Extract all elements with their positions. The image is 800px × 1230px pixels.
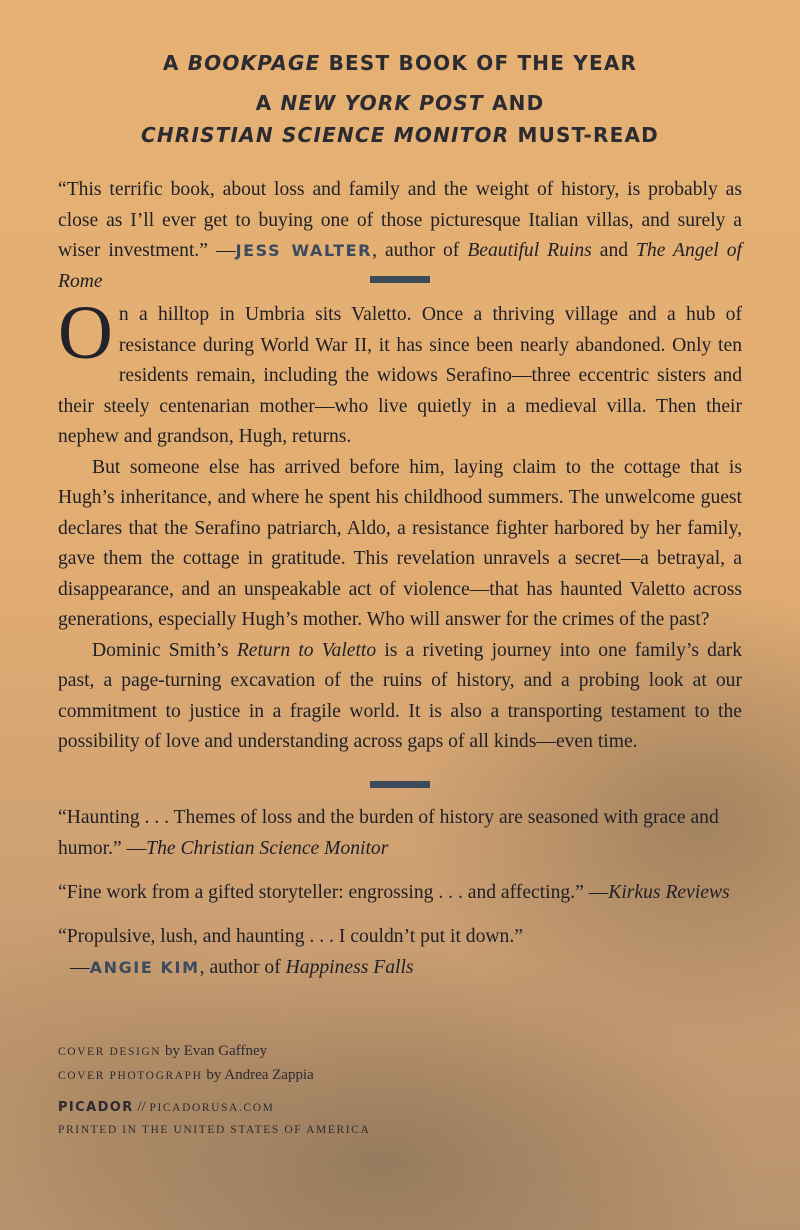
- description-paragraph-3: Dominic Smith’s Return to Valetto is a riveting journey into one family’s dark past, a page-turning excavation of the ruins of history, and a probing look at our commitment to justice in a fragile world. It is also a transporting testament to the possibility of love and understanding across gaps of all kinds—even time.: [58, 639, 742, 752]
- award-heading-1: A BOOKPAGE BEST BOOK OF THE YEAR: [162, 51, 638, 75]
- section-divider-2: [370, 781, 430, 788]
- review-author-name: ANGIE KIM: [89, 957, 200, 977]
- review-1: “Haunting . . . Themes of loss and the burden of history are seasoned with grace and humor.” —The Christian Science Monitor: [58, 807, 719, 859]
- award-heading-3: CHRISTIAN SCIENCE MONITOR MUST-READ: [141, 123, 659, 147]
- publisher-line: PICADOR // PICADORUSA.COM: [58, 1099, 275, 1115]
- printed-in-line: PRINTED IN THE UNITED STATES OF AMERICA: [58, 1124, 371, 1136]
- blurb-author-name: JESS WALTER: [235, 241, 373, 260]
- award-heading-2: A NEW YORK POST AND: [255, 91, 545, 115]
- section-divider-1: [370, 276, 430, 283]
- review-2: “Fine work from a gifted storyteller: engrossing . . . and affecting.” —Kirkus Reviews: [58, 882, 730, 903]
- publisher-website: PICADORUSA.COM: [149, 1102, 275, 1114]
- drop-cap: O: [58, 291, 113, 375]
- cover-design-credit: COVER DESIGN by Evan Gaffney: [58, 1043, 268, 1059]
- top-blurb: “This terrific book, about loss and family and the weight of history, is probably as close as I’ll ever get to buying one of those picturesque Italian villas, and surely a wiser investment.” —JESS WALTER, author of Beautiful Ruins and The Angel of Rome: [58, 179, 742, 292]
- description: [58, 291, 742, 758]
- publisher-name: PICADOR: [58, 1100, 134, 1115]
- description-paragraph-1: On a hilltop in Umbria sits Valetto. Once a thriving village and a hub of resistance during World War II, it has since been nearly abandoned. Only ten residents remain, including the widows Serafino—three eccentric sisters and their steely centenarian mother—who live quietly in a medieval villa. Then their nephew and grandson, Hugh, returns.: [58, 291, 742, 447]
- cover-photo-credit: COVER PHOTOGRAPH by Andrea Zappia: [58, 1067, 314, 1083]
- description-paragraph-2: But someone else has arrived before him, laying claim to the cottage that is Hugh’s inheritance, and where he spent his childhood summers. The unwelcome guest declares that the Serafino patriarch, Aldo, a resistance fighter harbored by her family, gave them the cottage in gratitude. This revelation unravels a secret—a betrayal, a disappearance, and an unspeakable act of violence—that has haunted Valetto across generations, especially Hugh’s mother. Who will answer for the crimes of the past?: [58, 456, 742, 630]
- review-3: “Propulsive, lush, and haunting . . . I couldn’t put it down.” —ANGIE KIM, author of Happiness Falls: [58, 926, 523, 978]
